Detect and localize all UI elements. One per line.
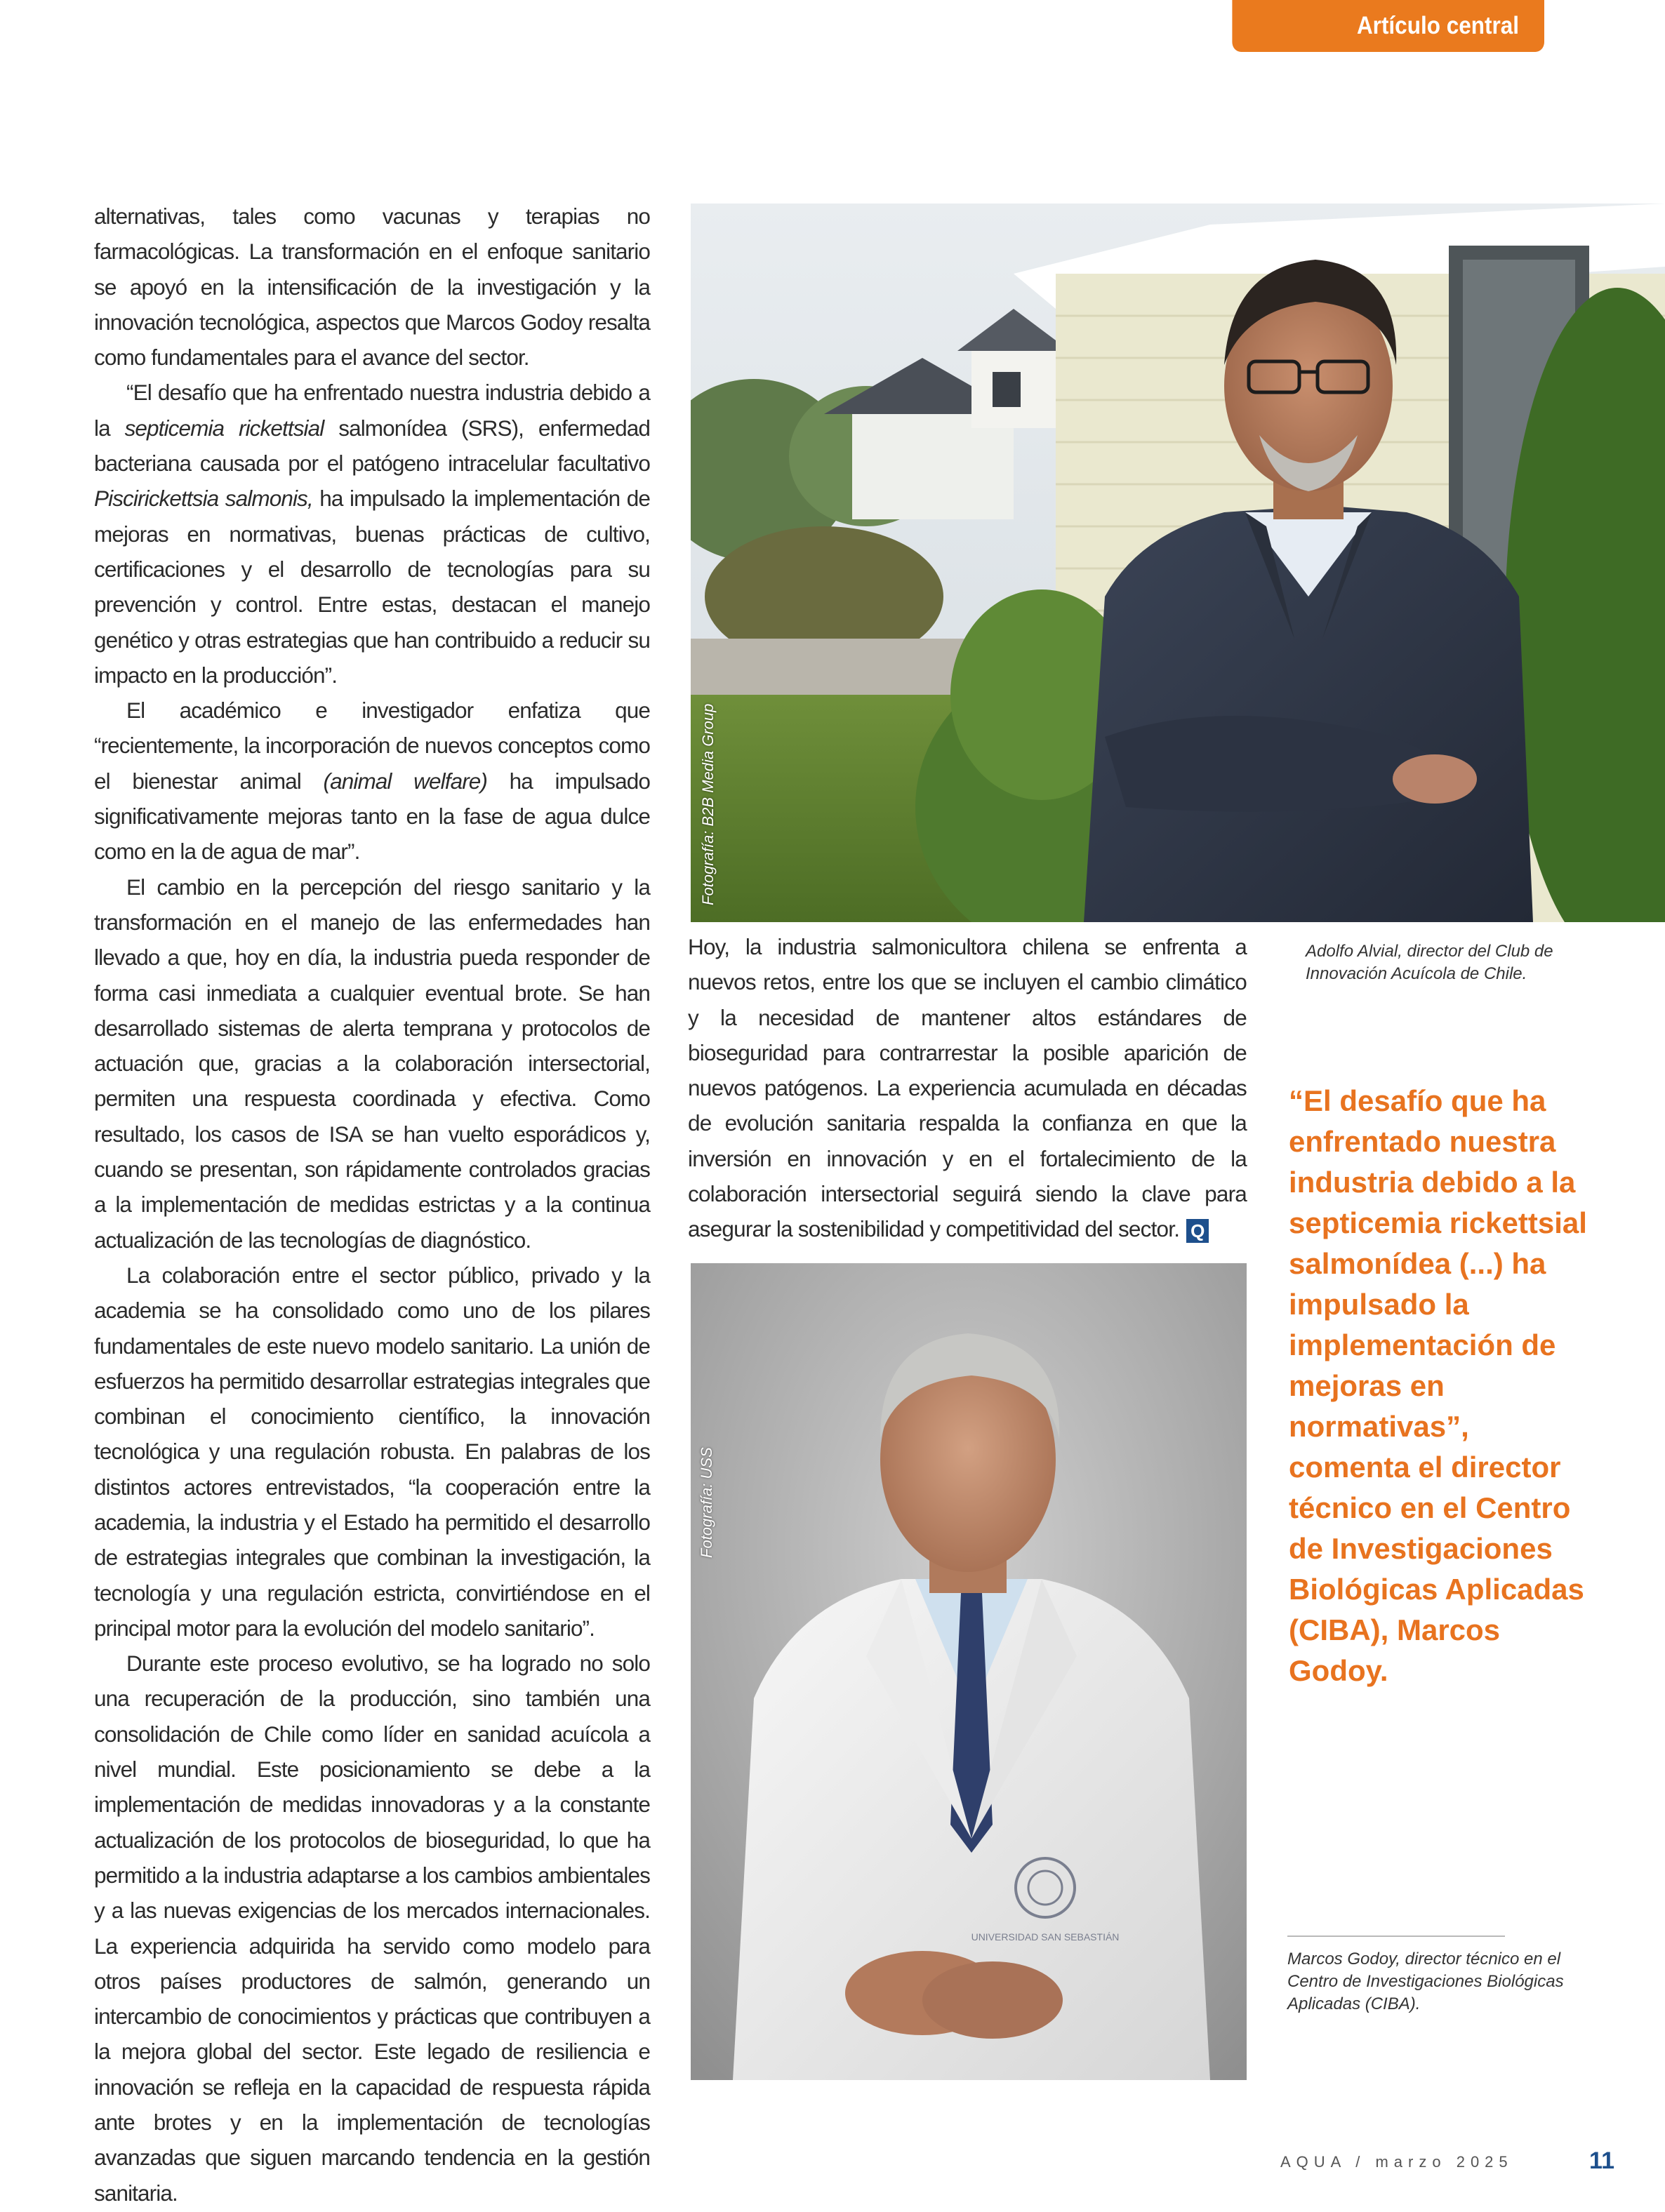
photo-adolfo-alvial bbox=[691, 204, 1665, 922]
paragraph: El académico e investigador enfatiza que “recientemente, la incorporación de nuevos conceptos como el bienestar animal (animal welfare) ha impulsado significativamente mejoras tanto en la fase de agua dulce como en la de agua de mar”. bbox=[94, 698, 651, 865]
paragraph: Durante este proceso evolutivo, se ha logrado no solo una recuperación de la producción, sino también una consolidación de Chile como líder en sanidad acuícola a nivel mundial. Este posicionamiento se debe a la implementación de medidas innovadoras y a la constante actualización de los protocolos de bioseguridad, lo que ha permitido a la industria adaptarse a los cambios ambientales y a las nuevas exigencias de los mercados internacionales. La experiencia adquirida ha servido como modelo para otros países productores de salmón, generando un intercambio de conocimientos y prácticas que contribuyen a la mejora global del sector. Este legado de resiliencia e innovación se refleja en la capacidad de respuesta rápida ante brotes y en la implementación de tecnologías avanzadas que siguen marcando tendencia en la gestión sanitaria. bbox=[94, 1651, 650, 2206]
article-column-2 bbox=[688, 929, 1247, 1247]
photo-caption-alvial: Adolfo Alvial, director del Club de Innovación Acuícola de Chile. bbox=[1306, 942, 1553, 983]
caption-divider bbox=[1287, 1936, 1505, 1937]
paragraph: “El desafío que ha enfrentado nuestra industria debido a la septicemia rickettsial salmonídea (SRS), enfermedad bacteriana causada por el patógeno intracelular facultativo Piscirickettsia salmonis, ha impulsado la implementación de mejoras en normativas, buenas prácticas de cultivo, certificaciones y el desarrollo de tecnologías para su prevención y control. Entre estas, destacan el manejo genético y otras estrategias que han contribuido a reducir su impacto en la producción”. bbox=[94, 380, 650, 688]
article-column-1 bbox=[94, 199, 650, 2211]
photo-marcos-godoy-illustration bbox=[691, 1263, 1247, 2080]
end-of-article-icon: Q bbox=[1186, 1219, 1209, 1243]
photo-credit: Fotografía: B2B Media Group bbox=[699, 703, 717, 905]
photo-caption-godoy: Marcos Godoy, director técnico en el Centro de Investigaciones Biológicas Aplicadas (CIBA). bbox=[1287, 1950, 1564, 2013]
photo-adolfo-alvial-illustration bbox=[691, 204, 1665, 922]
photo-marcos-godoy bbox=[691, 1263, 1247, 2080]
photo-credit: Fotografía: USS bbox=[698, 1447, 715, 1558]
coat-emblem-text: UNIVERSIDAD SAN SEBASTIÁN bbox=[971, 1931, 1120, 1943]
paragraph: Hoy, la industria salmonicultora chilena se enfrenta a nuevos retos, entre los que se incluyen el cambio climático y la necesidad de mantener altos estándares de bioseguridad para contrarrestar la posible aparición de nuevos patógenos. La experiencia acumulada en décadas de evolución sanitaria respalda la confianza en que la inversión en innovación y en el fortalecimiento de la colaboración intersectorial seguirá siendo la clave para asegurar la sostenibilidad y competitividad del sector. Q bbox=[688, 934, 1247, 1242]
pull-quote: “El desafío que ha enfrentado nuestra industria debido a la septicemia rickettsial salmonídea (...) ha impulsado la implementación de mejoras en normativas”, comenta el director técnico en el Centro de Investigaciones Biológicas Aplicadas (CIBA), Marcos Godoy. bbox=[1289, 1084, 1587, 1687]
page-footer bbox=[1249, 2147, 1614, 2176]
page-number: 11 bbox=[1589, 2147, 1614, 2174]
magazine-issue: AQUA / marzo 2025 bbox=[1280, 2153, 1513, 2171]
paragraph: La colaboración entre el sector público, privado y la academia se ha consolidado como uno de los pilares fundamentales de este nuevo modelo sanitario. La unión de esfuerzos ha permitido desarrollar estrategias integrales que combinan el conocimiento científico, la innovación tecnológica y una regulación robusta. En palabras de los distintos actores entrevistados, “la cooperación entre la academia, la industria y el Estado ha permitido el desarrollo de estrategias integrales que combinan la investigación, la tecnología y una regulación estricta, convirtiéndose en el principal motor para la evolución del modelo sanitario”. bbox=[94, 1262, 650, 1641]
section-tab-label: Artículo central bbox=[1356, 12, 1519, 39]
paragraph: El cambio en la percepción del riesgo sanitario y la transformación en el manejo de las enfermedades han llevado a que, hoy en día, la industria pueda responder de forma casi inmediata a cualquier eventual brote. Se han desarrollado sistemas de alerta temprana y protocolos de actuación que, gracias a la colaboración intersectorial, permiten una respuesta coordinada y efectiva. Como resultado, los casos de ISA se han vuelto esporádicos y, cuando se presentan, son rápidamente controlados gracias a la implementación de medidas estrictas y a la continua actualización de las tecnologías de diagnóstico. bbox=[94, 874, 650, 1253]
section-tab bbox=[1232, 0, 1544, 52]
paragraph: alternativas, tales como vacunas y terapias no farmacológicas. La transformación en el enfoque sanitario se apoyó en la intensificación de la investigación y la innovación tecnológica, aspectos que Marcos Godoy resalta como fundamentales para el avance del sector. bbox=[94, 204, 650, 371]
